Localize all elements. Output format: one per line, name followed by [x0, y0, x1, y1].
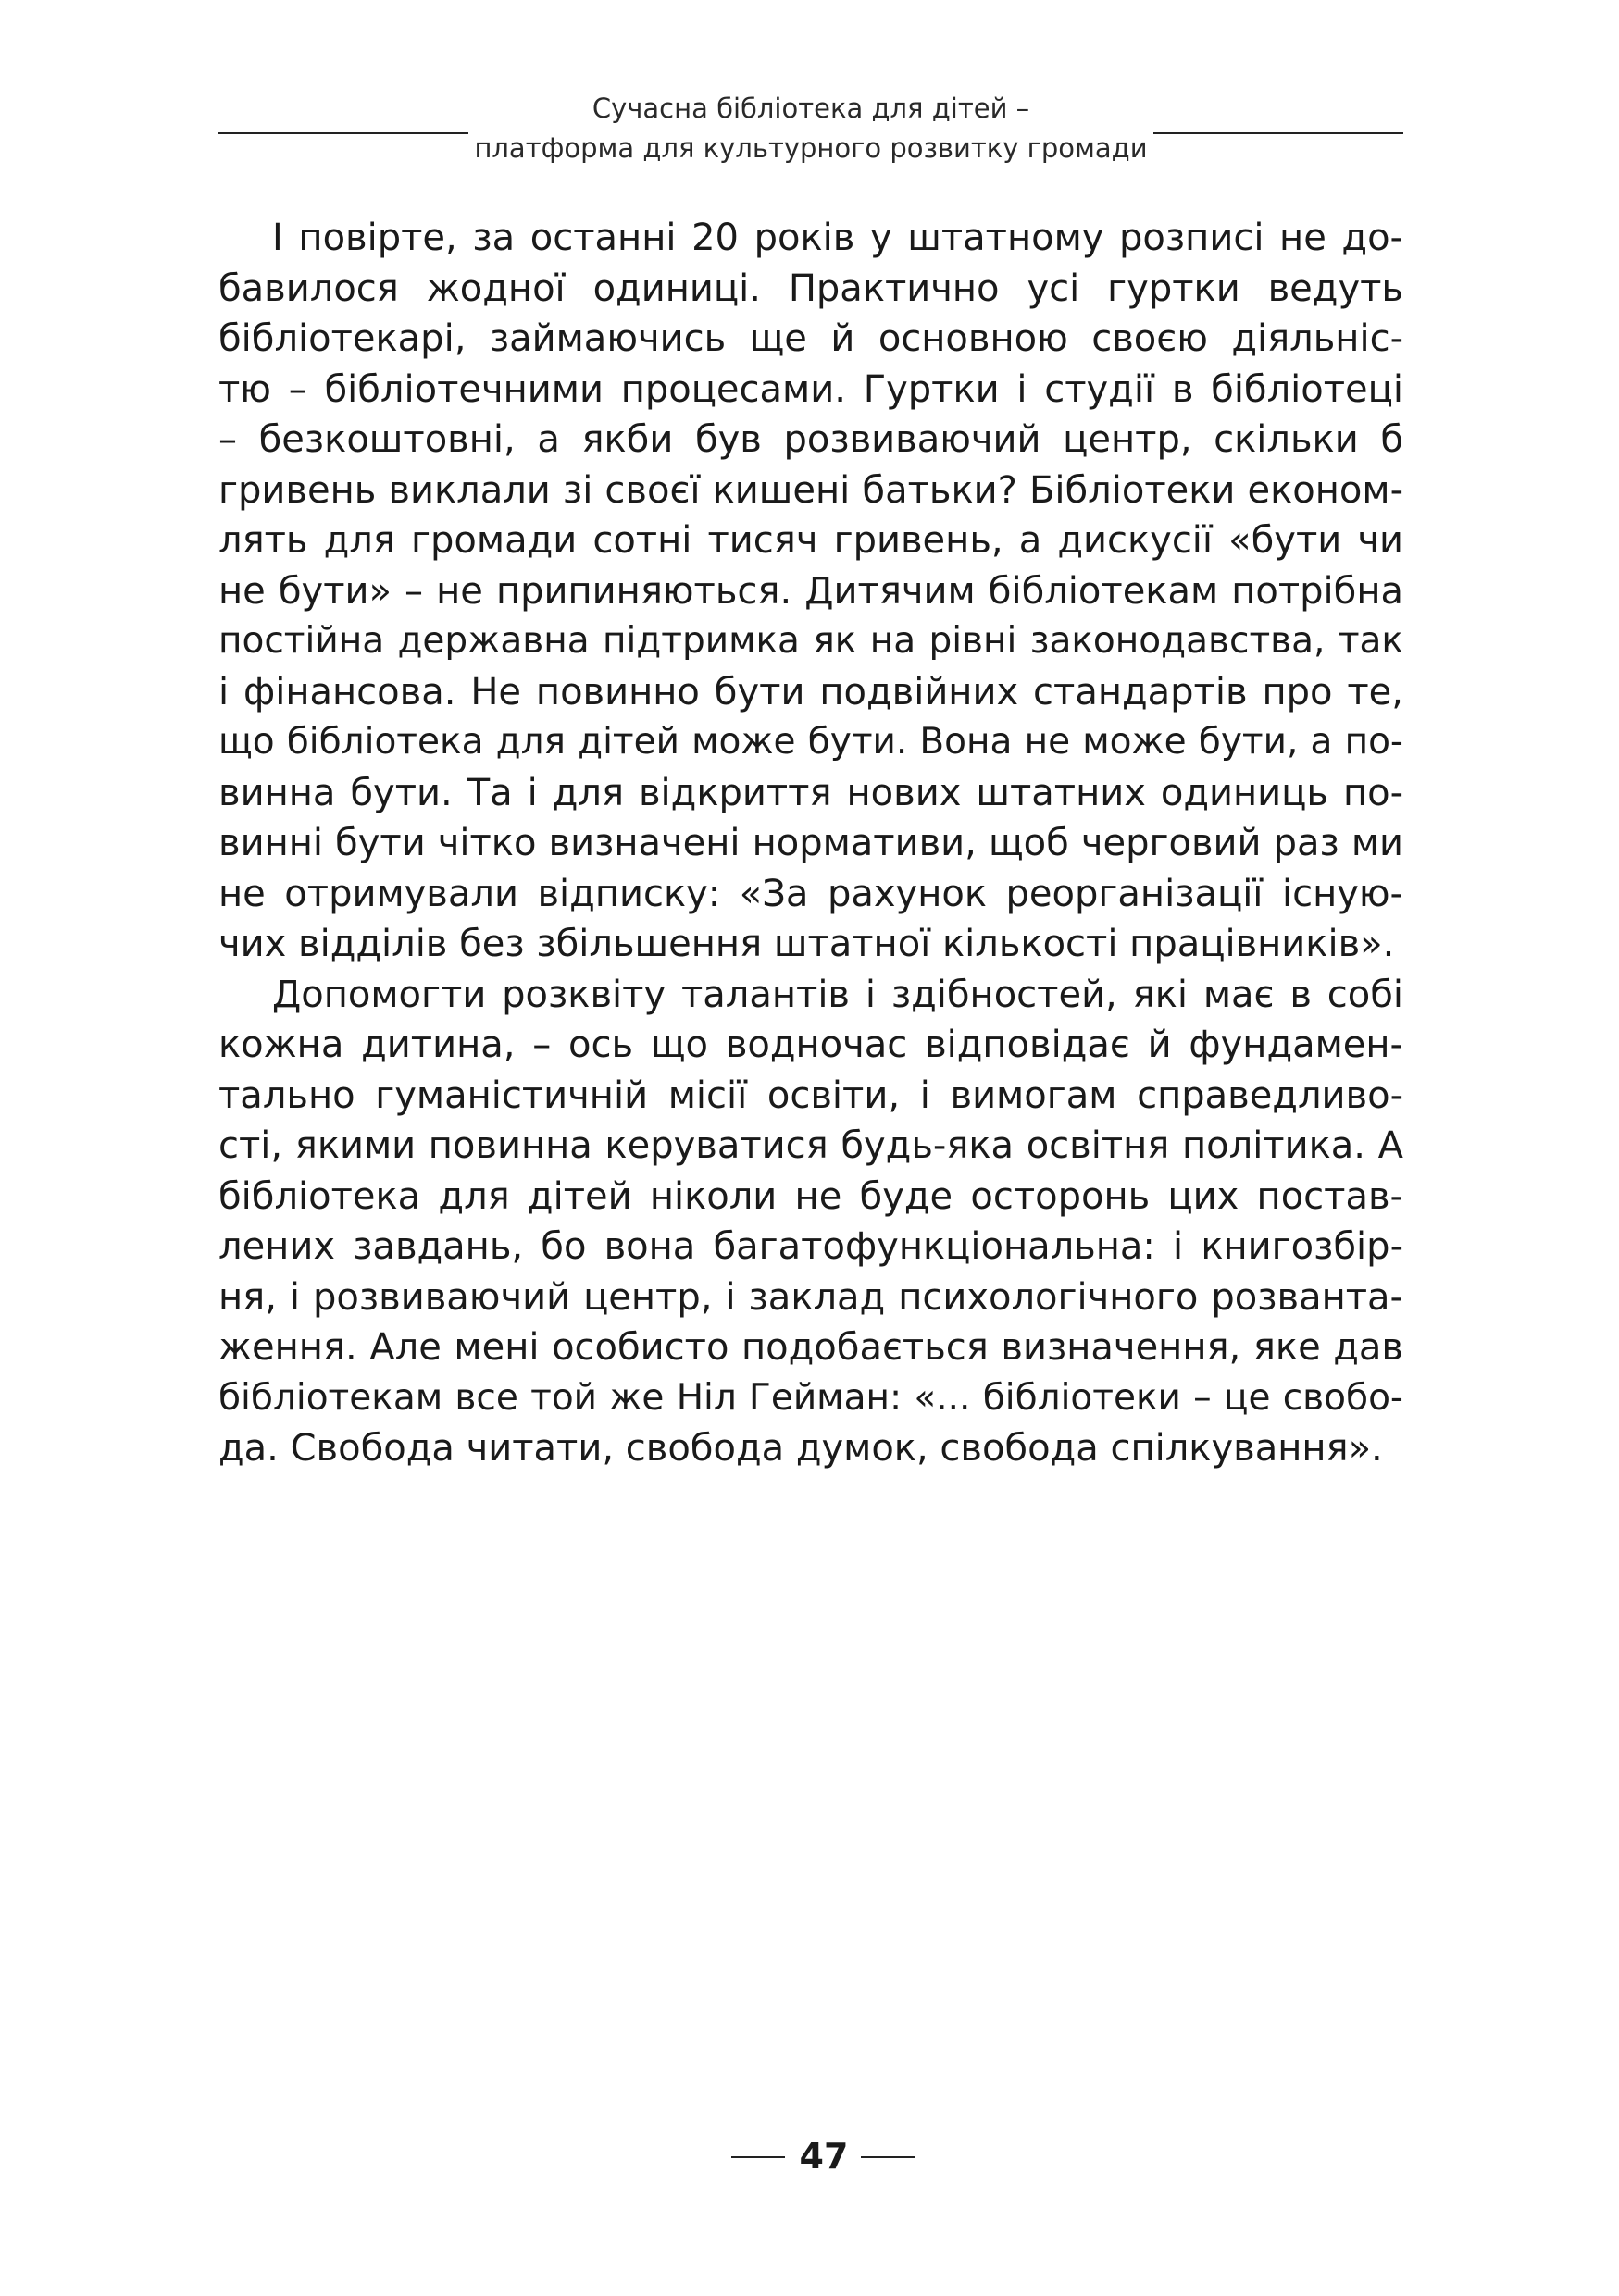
running-header [218, 89, 1403, 172]
page-footer [0, 2128, 1619, 2184]
text-line: кожна дитина, – ось що водночас відповідає й фундамен- [218, 1024, 1403, 1066]
header-rule-left [218, 132, 468, 134]
text-line: бавилося жодної одиниці. Практично усі гуртки ведуть [218, 267, 1403, 310]
text-line: не отримували відписку: «За рахунок реорганізації існую- [218, 872, 1403, 915]
text-line: тю – бібліотечними процесами. Гуртки і студії в бібліотеці [218, 367, 1403, 411]
text-line: винна бути. Та і для відкриття нових штатних одиниць по- [218, 771, 1403, 814]
text-line: лених завдань, бо вона багатофункціональна: і книгозбір- [218, 1225, 1403, 1268]
text-line: да. Свобода читати, свобода думок, свобода спілкування». [218, 1427, 1383, 1470]
folio-rule-right [861, 2156, 915, 2158]
header-rule-right [1153, 132, 1403, 134]
text-line: постійна державна підтримка як на рівні законодавства, так [218, 620, 1403, 662]
text-line: І повірте, за останні 20 років у штатному розписі не до- [272, 217, 1403, 259]
header-line-1: Сучасна бібліотека для дітей – [592, 93, 1030, 124]
paragraph-2 [218, 970, 1403, 1474]
text-line: – безкоштовні, а якби був розвиваючий центр, скільки б [218, 418, 1403, 461]
text-line: не бути» – не припиняються. Дитячим бібліотекам потрібна [218, 569, 1403, 613]
text-line: Допомогти розквіту талантів і здібностей, які має в собі [272, 973, 1403, 1016]
paragraph-1 [218, 213, 1403, 970]
text-line: що бібліотека для дітей може бути. Вона не може бути, а по- [218, 721, 1403, 763]
text-line: бібліотекам все той же Ніл Гейман: «... бібліотеки – це свобо- [218, 1376, 1403, 1419]
body-text [218, 213, 1403, 1474]
text-line: бібліотека для дітей ніколи не буде осторонь цих постав- [218, 1174, 1403, 1218]
text-line: сті, якими повинна керуватися будь-яка освітня політика. А [218, 1124, 1403, 1167]
text-line: ження. Але мені особисто подобається визначення, яке дав [218, 1326, 1403, 1369]
text-line: чих відділів без збільшення штатної кількості працівників». [218, 923, 1395, 965]
folio-rule-left [731, 2156, 785, 2158]
text-line: тально гуманістичній місії освіти, і вимогам справедливо- [218, 1074, 1403, 1117]
text-line: ня, і розвиваючий центр, і заклад психологічного розванта- [218, 1275, 1403, 1319]
running-header-title [468, 89, 1153, 168]
header-line-2: платформа для культурного розвитку громади [474, 132, 1148, 164]
text-line: гривень виклали зі своєї кишені батьки? Бібліотеки економ- [218, 468, 1403, 512]
text-line: лять для громади сотні тисяч гривень, а дискусії «бути чи [218, 519, 1403, 562]
text-line: бібліотекарі, займаючись ще й основною своєю діяльніс- [218, 317, 1403, 360]
text-line: винні бути чітко визначені нормативи, щоб черговий раз ми [218, 822, 1403, 864]
page-number: 47 [799, 2136, 849, 2177]
text-line: і фінансова. Не повинно бути подвійних стандартів про те, [218, 670, 1403, 714]
